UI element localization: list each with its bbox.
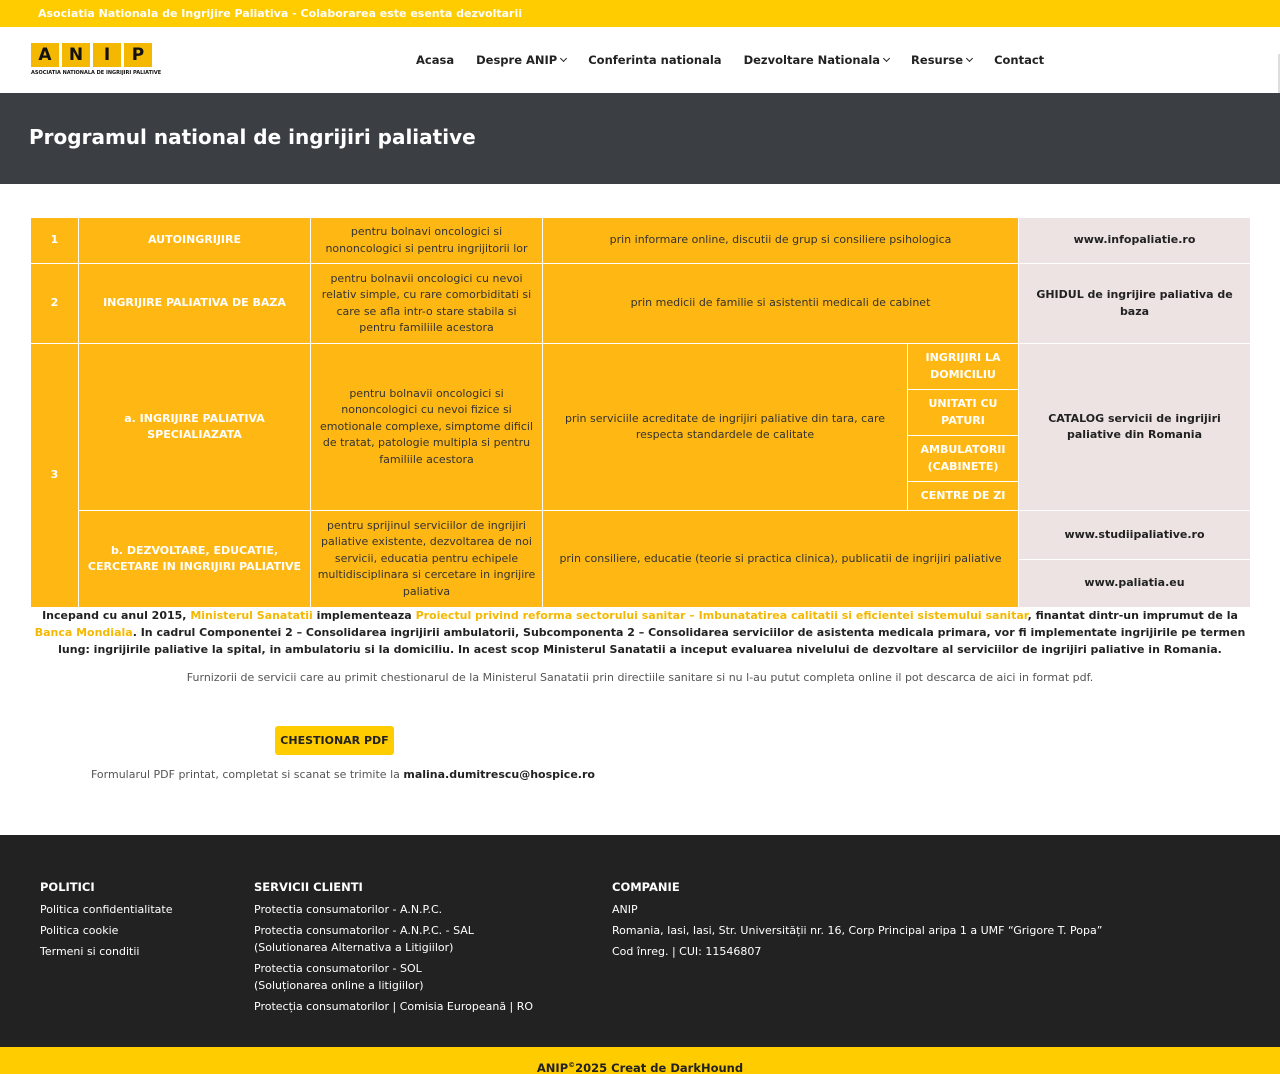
main-nav [416,27,1066,93]
nav-resurse[interactable] [911,53,972,67]
resource-link[interactable]: www.studiipaliative.ro [1019,511,1251,560]
table-row [31,264,1251,344]
page-title: Programul national de ingrijiri paliative [29,125,476,149]
footer-link-anpc-sal[interactable] [254,922,533,956]
footer-heading: POLITICI [40,880,95,894]
logo-letter-a: A [31,43,59,67]
table-row [31,511,1251,560]
copyright-bar [0,1047,1280,1074]
company-name: ANIP [612,903,638,916]
nav-despre-anip[interactable] [476,53,566,67]
nav-contact-label: Contact [994,53,1045,67]
level-name: AUTOINGRIJIRE [79,218,311,264]
table-row [31,218,1251,264]
footer [0,835,1280,1047]
top-bar [0,0,1280,27]
nav-acasa[interactable] [416,53,454,67]
intro-paragraph [30,607,1250,658]
copyright-symbol: © [568,1061,576,1070]
chevron-down-icon [966,55,973,62]
logo-letter-p: P [124,43,152,67]
formular-text: Formularul PDF printat, completat si scanat se trimite la [91,768,404,781]
nav-despre-label: Despre ANIP [476,53,558,67]
footer-link-termeni[interactable]: Termeni si conditii [40,945,140,958]
row-number: 1 [31,218,79,264]
footer-link-line: (Soluționarea online a litigiilor) [254,979,424,992]
level-name: a. INGRIJIRE PALIATIVA SPECIALIAZATA [79,344,311,511]
footer-link-confidentialitate[interactable]: Politica confidentialitate [40,903,173,916]
footer-link-anpc[interactable]: Protectia consumatorilor - A.N.P.C. [254,903,443,916]
row-number: 2 [31,264,79,344]
chestionar-pdf-button[interactable]: CHESTIONAR PDF [275,726,394,755]
footer-heading: SERVICII CLIENTI [254,880,363,894]
footer-companie [612,880,1102,964]
chevron-down-icon [560,55,567,62]
program-table [30,217,1251,608]
level-target: pentru bolnavii oncologici si nononcologici cu nevoi fizice si emotionale complexe, simptome dificil de tratat, patologie multipla si pentru familiile acestora [311,344,543,511]
service-type: INGRIJIRI LA DOMICILIU [908,344,1019,390]
level-name: INGRIJIRE PALIATIVA DE BAZA [79,264,311,344]
logo-subtitle: ASOCIATIA NATIONALA DE INGRIJIRI PALIATIVE [31,70,162,76]
intro-text: Incepand cu anul 2015, [42,609,191,622]
level-method: prin consiliere, educatie (teorie si practica clinica), publicatii de ingrijiri paliative [543,511,1019,608]
footer-link-line: Protectia consumatorilor - SOL [254,962,422,975]
footer-heading: COMPANIE [612,880,680,894]
footer-politici [40,880,173,964]
service-type: AMBULATORII (CABINETE) [908,436,1019,482]
logo-letters [31,43,155,67]
contact-email[interactable]: malina.dumitrescu@hospice.ro [403,768,595,781]
intro-text: implementeaza [312,609,416,622]
chevron-down-icon [883,55,890,62]
logo-letter-n: N [62,43,90,67]
nav-contact[interactable] [994,53,1044,67]
intro-text: . In cadrul Componentei 2 – Consolidarea ingrijirii ambulatorii, Subcomponenta 2 – Consolidarea serviciilor de asistenta medicala primara, vor fi implementate ingrijirile pe termen lung: ingrijirile paliative la spital, in ambulatoriu si la domiciliu. In acest scop Ministerul Sanatatii a inceput evaluarea nivelului de dezvoltare al serviciilor de ingrijiri paliative in Romania. [58,626,1246,657]
company-cui: Cod înreg. | CUI: 11546807 [612,945,762,958]
nav-dezvoltare-label: Dezvoltare Nationala [743,53,881,67]
footer-link-cookie[interactable]: Politica cookie [40,924,119,937]
resource-link[interactable]: www.paliatia.eu [1019,560,1251,608]
logo-letter-i: I [93,43,121,67]
footer-link-comisia[interactable]: Protecția consumatorilor | Comisia Europeană | RO [254,1000,534,1013]
level-method: prin medicii de familie si asistentii medicali de cabinet [543,264,1019,344]
download-note: Furnizorii de servicii care au primit chestionarul de la Ministerul Sanatatii prin directiile sanitare si nu l-au putut completa online il pot descarca de aici in format pdf. [186,671,1094,684]
footer-link-line: (Solutionarea Alternativa a Litigiilor) [254,941,454,954]
resource-link[interactable]: www.infopaliatie.ro [1019,218,1251,264]
nav-conferinta[interactable] [588,53,721,67]
ministerul-sanatatii-link[interactable]: Ministerul Sanatatii [190,609,313,622]
tagline: Asociatia Nationala de Ingrijire Paliativa - Colaborarea este esenta dezvoltarii [38,7,523,20]
level-name: b. DEZVOLTARE, EDUCATIE, CERCETARE IN INGRIJIRI PALIATIVE [79,511,311,608]
copyright-brand: ANIP [536,1061,569,1074]
footer-link-line: Protectia consumatorilor - A.N.P.C. - SAL [254,924,474,937]
footer-servicii [254,880,533,1019]
intro-text: , finantat dintr-un imprumut de la [1027,609,1238,622]
level-target: pentru sprijinul serviciilor de ingrijiri paliative existente, dezvoltarea de noi servicii, educatia pentru echipele multidisciplinara si cercetare in ingrijire paliativa [311,511,543,608]
nav-dezvoltare[interactable] [744,53,889,67]
nav-conferinta-label: Conferinta nationala [588,53,722,67]
logo[interactable] [31,43,162,79]
banca-mondiala-link[interactable]: Banca Mondiala [34,626,133,640]
level-method: prin serviciile acreditate de ingrijiri paliative din tara, care respecta standardele de calitate [543,344,908,511]
level-method: prin informare online, discutii de grup si consiliere psihologica [543,218,1019,264]
formular-note [91,768,595,781]
nav-resurse-label: Resurse [911,53,964,67]
level-target: pentru bolnavi oncologici si nononcologici si pentru ingrijitorii lor [311,218,543,264]
resource-link[interactable]: GHIDUL de ingrijire paliativa de baza [1019,264,1251,344]
row-number: 3 [31,344,79,608]
page-banner [0,93,1280,184]
service-type: UNITATI CU PATURI [908,390,1019,436]
proiect-link[interactable]: Proiectul privind reforma sectorului sanitar – Imbunatatirea calitatii si eficientei sistemului sanitar [415,609,1028,622]
service-type: CENTRE DE ZI [908,482,1019,511]
footer-link-sol[interactable] [254,960,533,994]
copyright [537,1054,743,1074]
resource-link[interactable]: CATALOG servicii de ingrijiri paliative din Romania [1019,344,1251,511]
nav-acasa-label: Acasa [416,53,455,67]
copyright-text: 2025 Creat de DarkHound [575,1061,744,1074]
table-row [31,344,1251,390]
header [0,27,1280,93]
level-target: pentru bolnavii oncologici cu nevoi relativ simple, cu rare comorbiditati si care se afla intr-o stare stabila si pentru familiile acestora [311,264,543,344]
company-address: Romania, Iasi, Iasi, Str. Universității nr. 16, Corp Principal aripa 1 a UMF “Grigore T. Popa” [612,924,1103,937]
